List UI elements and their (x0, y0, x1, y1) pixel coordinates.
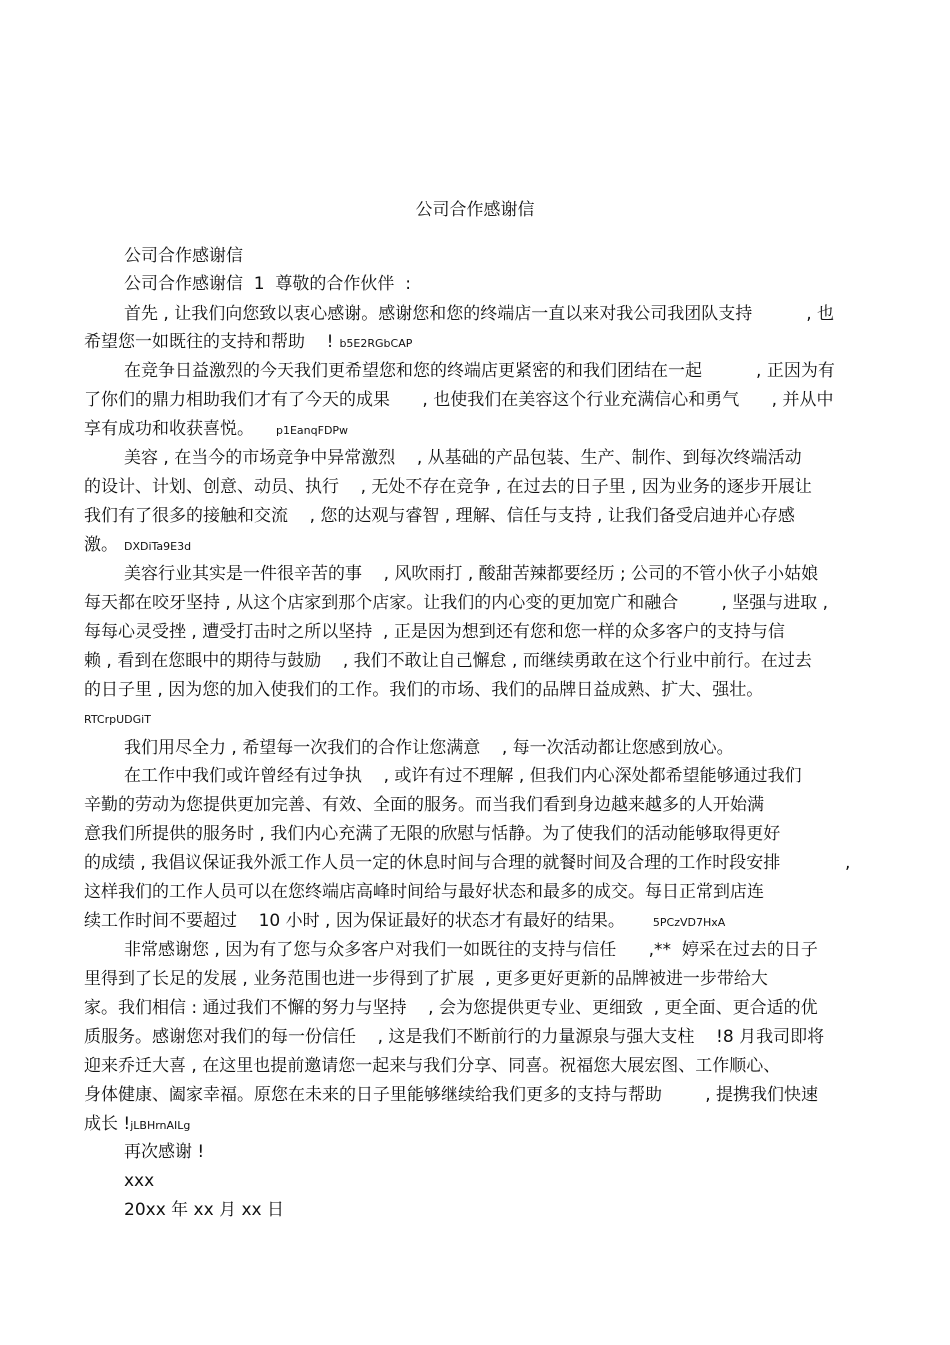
signature: xxx (124, 1171, 155, 1191)
paragraph-line: 了你们的鼎力相助我们才有了今天的成果 , 也使我们在美容这个行业充满信心和勇气 , 并从中 (84, 390, 834, 410)
paragraph-line (84, 417, 348, 443)
paragraph-line: 每每心灵受挫 , 遭受打击时之所以坚持 , 正是因为想到还有您和您一样的众多客户的支持与信 (84, 622, 785, 642)
paragraph-text: 希望您一如既往的支持和帮助 ! (84, 332, 334, 352)
paragraph-line: 里得到了长足的发展 , 业务范围也进一步得到了扩展 , 更多更好更新的品牌被进一步带给大 (84, 969, 768, 989)
paragraph-line: 迎来乔迁大喜 , 在这里也提前邀请您一起来与我们分享、同喜。祝福您大展宏图、工作顺心、 (84, 1056, 781, 1076)
paragraph-line: 每天都在咬牙坚持 , 从这个店家到那个店家。让我们的内心变的更加宽广和融合 , 坚强与进取 , (84, 593, 829, 613)
paragraph-line (84, 533, 191, 559)
paragraph-line: 这样我们的工作人员可以在您终端店高峰时间给与最好状态和最多的成交。每日正常到店连 (84, 882, 764, 902)
paragraph-line: 家。我们相信 : 通过我们不懈的努力与坚持 , 会为您提供更专业、更细致 , 更全面、更合适的优 (84, 998, 818, 1018)
paragraph-line (84, 909, 725, 935)
paragraph-text: 续工作时间不要超过 10 小时 , 因为保证最好的状态才有最好的结果。 (84, 911, 625, 931)
reference-code: DXDiTa9E3d (124, 540, 192, 553)
date-line: 20xx 年 xx 月 xx 日 (124, 1200, 285, 1220)
paragraph-line: 的成绩 , 我倡议保证我外派工作人员一定的休息时间与合理的就餐时间及合理的工作时段安排 , (84, 853, 851, 873)
heading-line: 公司合作感谢信 (124, 246, 243, 266)
paragraph-line: 非常感谢您 , 因为有了您与众多客户对我们一如既往的支持与信任 ,** 婷采在过去的日子 (124, 940, 818, 960)
paragraph-line: 辛勤的劳动为您提供更加完善、有效、全面的服务。而当我们看到身边越来越多的人开始满 (84, 795, 764, 815)
paragraph-line: 我们有了很多的接触和交流 , 您的达观与睿智 , 理解、信任与支持 , 让我们备受启迪并心存感 (84, 506, 795, 526)
reference-code: p1EanqFDPw (276, 424, 349, 437)
paragraph-line: 赖 , 看到在您眼中的期待与鼓励 , 我们不敢让自己懈怠 , 而继续勇敢在这个行业中前行。在过去 (84, 651, 812, 671)
paragraph-text: 激。 (84, 535, 118, 555)
document-title: 公司合作感谢信 (415, 200, 535, 220)
paragraph-line: 在竞争日益激烈的今天我们更希望您和您的终端店更紧密的和我们团结在一起 , 正因为有 (124, 361, 835, 381)
paragraph-line: 美容行业其实是一件很辛苦的事 , 风吹雨打 , 酸甜苦辣都要经历 ; 公司的不管小伙子小姑娘 (124, 564, 819, 584)
reference-code: b5E2RGbCAP (339, 337, 413, 350)
salutation-line: 公司合作感谢信 1 尊敬的合作伙伴 : (124, 274, 411, 294)
reference-code: RTCrpUDGiT (84, 713, 151, 726)
paragraph-line: 我们用尽全力 , 希望每一次我们的合作让您满意 , 每一次活动都让您感到放心。 (124, 738, 734, 758)
paragraph-line: 美容 , 在当今的市场竞争中异常激烈 , 从基础的产品包装、生产、制作、到每次终端活动 (124, 448, 802, 468)
paragraph-text: 享有成功和收获喜悦。 (84, 419, 254, 439)
paragraph-line: 身体健康、阖家幸福。原您在未来的日子里能够继续给我们更多的支持与帮助 , 提携我们快速 (84, 1085, 819, 1105)
paragraph-text: 成长 ! (84, 1114, 131, 1134)
paragraph-line: 首先 , 让我们向您致以衷心感谢。感谢您和您的终端店一直以来对我公司我团队支持 , 也 (124, 304, 835, 324)
paragraph-line (84, 330, 412, 356)
paragraph-line: 的设计、计划、创意、动员、执行 , 无处不存在竞争 , 在过去的日子里 , 因为业务的逐步开展让 (84, 477, 812, 497)
reference-code: 5PCzVD7HxA (652, 916, 726, 929)
paragraph-line: 在工作中我们或许曾经有过争执 , 或许有过不理解 , 但我们内心深处都希望能够通过我们 (124, 766, 802, 786)
paragraph-line (84, 1112, 190, 1138)
paragraph-line: 质服务。感谢您对我们的每一份信任 , 这是我们不断前行的力量源泉与强大支柱 !8 月我司即将 (84, 1027, 825, 1047)
paragraph-line: 的日子里 , 因为您的加入使我们的工作。我们的市场、我们的品牌日益成熟、扩大、强壮。 (84, 680, 764, 700)
closing-line: 再次感谢 ! (124, 1142, 205, 1162)
paragraph-line: 意我们所提供的服务时 , 我们内心充满了无限的欣慰与恬静。为了使我们的活动能够取得更好 (84, 824, 781, 844)
reference-code: jLBHrnAILg (130, 1119, 191, 1132)
